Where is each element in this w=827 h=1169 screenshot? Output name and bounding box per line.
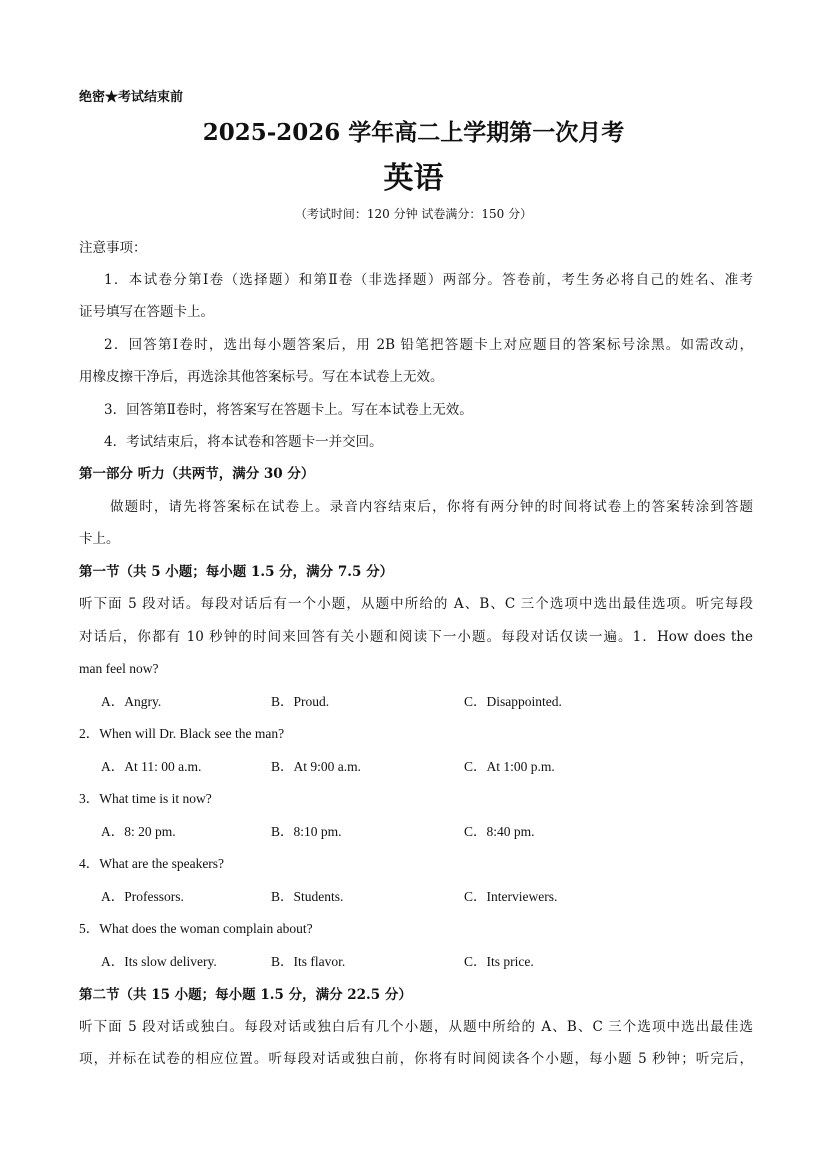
section2-intro: 听下面 5 段对话或独白。每段对话或独白后有几个小题，从题中所给的 A、B、C 三个选项中选出最佳选 <box>79 1019 753 1035</box>
section2-intro-cont: 项，并标在试卷的相应位置。听每段对话或独白前，你将有时间阅读各个小题，每小题 5 秒钟；听完后， <box>79 1051 753 1067</box>
exam-title: 2025-2026 学年高二上学期第一次月考 <box>202 119 625 146</box>
notice-item-2-cont: 用橡皮擦干净后，再选涂其他答案标号。写在本试卷上无效。 <box>79 369 444 385</box>
q5-option-a: A．Its slow delivery. <box>101 954 217 969</box>
part1-intro-cont: 卡上。 <box>79 531 120 547</box>
section1-intro-cont: 对话后，你都有 10 秒钟的时间来回答有关小题和阅读下一小题。每段对话仅读一遍。1．How does the <box>79 629 753 645</box>
notice-item-2: 2．回答第Ⅰ卷时，选出每小题答案后，用 2B 铅笔把答题卡上对应题目的答案标号涂黑。如需改动， <box>104 337 753 353</box>
question-4-stem: 4．What are the speakers? <box>79 856 225 871</box>
q3-option-a: A．8: 20 pm. <box>101 824 176 839</box>
q4-option-c: C．Interviewers. <box>464 889 558 904</box>
q2-option-a: A．At 11: 00 a.m. <box>101 759 202 774</box>
q3-option-b: B．8:10 pm. <box>271 824 342 839</box>
section1-intro: 听下面 5 段对话。每段对话后有一个小题，从题中所给的 A、B、C 三个选项中选出最佳选项。听完每段 <box>79 596 753 612</box>
q2-option-b: B．At 9:00 a.m. <box>271 759 361 774</box>
question-5-stem: 5．What does the woman complain about? <box>79 921 313 936</box>
q4-option-b: B．Students. <box>271 889 344 904</box>
confidential-label: 绝密★考试结束前 <box>79 90 184 105</box>
q3-option-c: C．8:40 pm. <box>464 824 535 839</box>
q1-option-a: A．Angry. <box>101 694 162 709</box>
notice-item-1-cont: 证号填写在答题卡上。 <box>79 304 214 320</box>
subject-title: 英语 <box>383 161 444 196</box>
q1-option-b: B．Proud. <box>271 694 330 709</box>
q5-option-b: B．Its flavor. <box>271 954 346 969</box>
q2-option-c: C．At 1:00 p.m. <box>464 759 555 774</box>
question-3-stem: 3．What time is it now? <box>79 791 212 806</box>
exam-info: （考试时间：120 分钟 试卷满分：150 分） <box>294 207 533 221</box>
part1-heading: 第一部分 听力（共两节，满分 30 分） <box>79 466 315 482</box>
section2-heading: 第二节（共 15 小题；每小题 1.5 分，满分 22.5 分） <box>79 987 412 1003</box>
notice-item-3: 3．回答第Ⅱ卷时，将答案写在答题卡上。写在本试卷上无效。 <box>104 402 473 418</box>
question-1-stem: man feel now? <box>79 661 159 676</box>
notice-heading: 注意事项： <box>79 240 147 256</box>
q4-option-a: A．Professors. <box>101 889 184 904</box>
q5-option-c: C．Its price. <box>464 954 534 969</box>
notice-item-4: 4．考试结束后，将本试卷和答题卡一并交回。 <box>104 434 383 450</box>
part1-intro: 做题时，请先将答案标在试卷上。录音内容结束后，你将有两分钟的时间将试卷上的答案转涂到答题 <box>110 499 753 515</box>
question-2-stem: 2．When will Dr. Black see the man? <box>79 726 285 741</box>
q1-option-c: C．Disappointed. <box>464 694 562 709</box>
notice-item-1: 1．本试卷分第Ⅰ卷（选择题）和第Ⅱ卷（非选择题）两部分。答卷前，考生务必将自己的姓名、准考 <box>104 272 753 288</box>
section1-heading: 第一节（共 5 小题；每小题 1.5 分，满分 7.5 分） <box>79 564 394 580</box>
